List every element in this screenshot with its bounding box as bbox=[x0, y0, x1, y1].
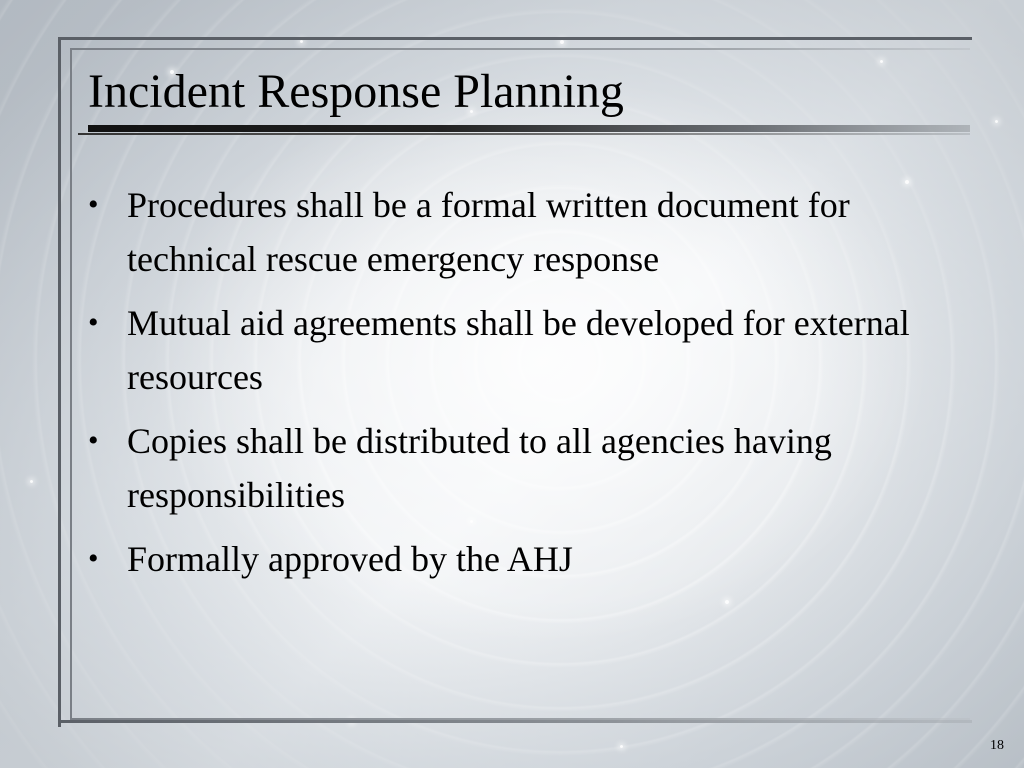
bullet-icon: • bbox=[88, 188, 99, 221]
sparkle bbox=[620, 745, 623, 748]
bullet-item bbox=[88, 414, 968, 522]
slide-page-number: 18 bbox=[990, 738, 1004, 753]
bullet-icon: • bbox=[88, 424, 99, 457]
slide-title: Incident Response Planning bbox=[88, 65, 624, 118]
sparkle bbox=[30, 480, 33, 483]
bullet-item bbox=[88, 532, 968, 586]
slide-frame-inner-bottom bbox=[70, 718, 970, 720]
sparkle bbox=[995, 120, 998, 123]
bullet-list bbox=[88, 178, 968, 596]
bullet-icon: • bbox=[88, 306, 99, 339]
title-underline-thin bbox=[78, 133, 970, 135]
slide-frame-inner-top bbox=[70, 48, 970, 50]
bullet-item bbox=[88, 296, 968, 404]
bullet-item bbox=[88, 178, 968, 286]
bullet-text: Formally approved by the AHJ bbox=[127, 539, 573, 579]
bullet-icon: • bbox=[88, 542, 99, 575]
bullet-text: Procedures shall be a formal written document for technical rescue emergency response bbox=[127, 185, 850, 279]
bullet-text: Mutual aid agreements shall be developed for external resources bbox=[127, 303, 910, 397]
slide-frame-inner-left bbox=[70, 48, 72, 720]
title-underline-thick bbox=[88, 125, 970, 132]
slide-frame-bottom bbox=[58, 720, 972, 723]
bullet-text: Copies shall be distributed to all agencies having responsibilities bbox=[127, 421, 832, 515]
